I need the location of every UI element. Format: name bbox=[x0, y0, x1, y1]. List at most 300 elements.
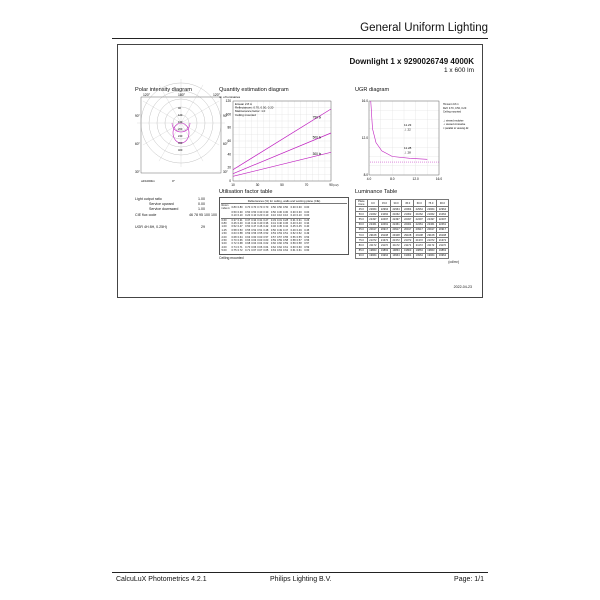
uft-cell: 0.10 bbox=[231, 214, 237, 218]
uft-cell: 0.70 bbox=[231, 239, 237, 243]
uft-cell: 0.33 bbox=[270, 218, 276, 222]
uft-cell: 0.30 bbox=[276, 210, 282, 214]
uft-cell: 0.58 bbox=[283, 239, 289, 243]
lt-cell: 22461 bbox=[413, 222, 425, 227]
lt-header-cell: Plane Cone bbox=[356, 200, 368, 207]
uft-cell: 0.60 bbox=[304, 249, 310, 253]
uft-cell: 0.60 bbox=[270, 242, 276, 246]
uft-cell: 0.63 bbox=[257, 239, 263, 243]
uft-cell: 0.55 bbox=[257, 232, 263, 236]
uft-cell: 0.66 bbox=[245, 239, 251, 243]
uft-cell: 0.20 bbox=[245, 214, 251, 218]
lt-header-cell: 45.0 bbox=[402, 200, 414, 207]
lt-cell: 21172 bbox=[425, 243, 437, 248]
uft-cell: 0.64 bbox=[263, 245, 269, 249]
polar-spoke bbox=[181, 101, 219, 123]
ugr-annot: 11.23 bbox=[404, 122, 412, 127]
uft-cell: 0.68 bbox=[245, 242, 251, 246]
ugr-legend: Hmount 2.8 m bbox=[443, 103, 459, 106]
uft-cell: 0.70 bbox=[263, 205, 269, 209]
uft-cell: 0.40 bbox=[237, 222, 243, 226]
uft-cell: 0.45 bbox=[296, 225, 302, 229]
qe-ytick: 120 bbox=[225, 99, 231, 103]
qe-series-label: 750 lx bbox=[312, 115, 322, 120]
lt-cell: 20917 bbox=[402, 227, 414, 232]
uft-cell: 0.27 bbox=[263, 218, 269, 222]
uft-cell: 0.66 bbox=[257, 245, 263, 249]
lt-cell: 45.0 bbox=[356, 207, 368, 212]
uft-cell: 0.57 bbox=[304, 242, 310, 246]
uft-cell: 0.49 bbox=[290, 228, 296, 232]
ugr-ytick: 12.0 bbox=[361, 136, 368, 140]
lt-cell: 19964 bbox=[367, 253, 379, 258]
uft-cell: 0.36 bbox=[283, 222, 289, 226]
uft-cell: 0.34 bbox=[251, 218, 257, 222]
polar-radius-label: 240 bbox=[178, 135, 183, 138]
uft-cell: 0.50 bbox=[270, 228, 276, 232]
lt-cell: 22497 bbox=[379, 217, 391, 222]
uft-cell: 0.64 bbox=[251, 242, 257, 246]
uft-cell: 0.10 bbox=[251, 214, 257, 218]
uft-cell: 0.10 bbox=[276, 214, 282, 218]
ugr-legend: × parallel to viewing dir. bbox=[443, 127, 470, 130]
lt-cell: 29108 bbox=[413, 232, 425, 237]
uft-cell: 0.30 bbox=[237, 210, 243, 214]
uft-cell: 0.58 bbox=[237, 232, 243, 236]
qe-ytick: 60 bbox=[227, 139, 231, 143]
uft-cell: 0.55 bbox=[283, 235, 289, 239]
luminaire-flux: 1 x 600 lm bbox=[444, 67, 474, 74]
qe-xtick: 90 bbox=[329, 183, 333, 187]
lt-cell: 20917 bbox=[413, 227, 425, 232]
qe-series-label: 300 lx bbox=[312, 151, 322, 156]
footer-software: CalcuLuX Photometrics 4.2.1 bbox=[116, 576, 207, 583]
ugr-title: UGR diagram bbox=[355, 87, 390, 93]
kv-label: UGR 4H 8H, 0.25H) bbox=[135, 225, 167, 229]
uft-cell: 0.67 bbox=[251, 249, 257, 253]
uft-room-index: 3.00 bbox=[221, 242, 227, 246]
uft-section bbox=[219, 189, 349, 260]
uft-cell: 0.60 bbox=[251, 235, 257, 239]
uft-cell: 0.56 bbox=[251, 232, 257, 236]
uft-cell: 0.55 bbox=[296, 235, 302, 239]
lt-cell: 55.0 bbox=[356, 217, 368, 222]
lt-cell: 85.0 bbox=[356, 248, 368, 253]
uft-cell: 0.72 bbox=[231, 242, 237, 246]
uft-cell: 0.58 bbox=[296, 242, 302, 246]
lt-cell: 29108 bbox=[425, 232, 437, 237]
uft-box bbox=[219, 197, 349, 255]
uft-row bbox=[221, 204, 310, 211]
uft-cell: 0.30 bbox=[296, 210, 302, 214]
uft-cell: 0.64 bbox=[257, 242, 263, 246]
uft-cell: 0.59 bbox=[245, 232, 251, 236]
uft-cell: 0.45 bbox=[304, 228, 310, 232]
lt-cell: 20917 bbox=[390, 227, 402, 232]
uft-cell: 0.62 bbox=[263, 242, 269, 246]
lt-cell: 21172 bbox=[437, 243, 449, 248]
polar-angle-label: 180° bbox=[178, 93, 186, 97]
lt-cell: 20917 bbox=[367, 227, 379, 232]
uft-cell: 0.71 bbox=[237, 245, 243, 249]
uft-cell: 0.31 bbox=[276, 218, 282, 222]
ugr-ytick: 8.0 bbox=[363, 173, 368, 177]
uft-cell: 0.46 bbox=[231, 222, 237, 226]
uft-cell: 0.10 bbox=[237, 214, 243, 218]
uft-cell: 0.52 bbox=[296, 232, 302, 236]
lt-cell: 21172 bbox=[390, 243, 402, 248]
ugr-legend: ⊥ viewed crosswise bbox=[443, 123, 466, 127]
luminaire-title: Downlight 1 x 9290026749 4000K bbox=[349, 57, 474, 66]
kv-label: Light output ratio bbox=[135, 197, 162, 201]
lt-header-cell: 75.0 bbox=[425, 200, 437, 207]
uft-cell: 0.44 bbox=[245, 222, 251, 226]
uft-cell: 0.67 bbox=[257, 249, 263, 253]
uft-cell: 0.47 bbox=[283, 228, 289, 232]
issue-date: 2022-04-23 bbox=[453, 285, 472, 289]
lt-cell: 21062 bbox=[390, 212, 402, 217]
uft-cell: 0.10 bbox=[270, 214, 276, 218]
lt-cell: 21062 bbox=[425, 212, 437, 217]
lt-cell: 22497 bbox=[390, 217, 402, 222]
lt-cell: 19863 bbox=[367, 248, 379, 253]
uft-room-index: 2.50 bbox=[221, 239, 227, 243]
ugr-section bbox=[355, 87, 475, 191]
uft-cell: 0.40 bbox=[276, 222, 282, 226]
uft-cell: 0.37 bbox=[245, 218, 251, 222]
qe-ytick: 40 bbox=[227, 152, 231, 157]
lor-block bbox=[135, 197, 205, 212]
lt-cell: 22964 bbox=[367, 207, 379, 212]
polar-zero: 0° bbox=[172, 179, 175, 183]
uft-cell: 0.47 bbox=[237, 225, 243, 229]
lt-cell: 19964 bbox=[379, 253, 391, 258]
uft-cell: 0.31 bbox=[257, 218, 263, 222]
qe-ytick: 0 bbox=[229, 179, 231, 183]
lt-cell: 75.0 bbox=[356, 238, 368, 243]
kv-value: 46 78 95 100 100 bbox=[189, 213, 217, 217]
uft-cell: 0.55 bbox=[245, 228, 251, 232]
qe-ytick: 100 bbox=[225, 112, 231, 117]
lt-cell: 22497 bbox=[402, 217, 414, 222]
uft-cell: 0.00 bbox=[304, 205, 310, 209]
uft-cell: 0.10 bbox=[263, 214, 269, 218]
uft-room-index: 1.50 bbox=[221, 232, 227, 236]
uft-cell: 0.63 bbox=[245, 235, 251, 239]
uft-cell: 0.52 bbox=[263, 232, 269, 236]
uft-cell: 0.46 bbox=[270, 225, 276, 229]
polar-section bbox=[135, 87, 227, 187]
uft-room-index: 0.60 bbox=[221, 218, 227, 222]
lt-section bbox=[355, 189, 459, 264]
uft-cell: 0.68 bbox=[237, 242, 243, 246]
uft-cell: 0.61 bbox=[283, 245, 289, 249]
uft-room-index: 0.80 bbox=[221, 222, 227, 226]
polar-radius-label: 400 bbox=[178, 149, 183, 152]
qe-series-label: 500 lx bbox=[312, 135, 322, 140]
uft-cell: 0.46 bbox=[257, 225, 263, 229]
uft-cell: 0.31 bbox=[290, 218, 296, 222]
polar-angle-label: 30° bbox=[135, 170, 140, 174]
polar-angle-label: 90° bbox=[223, 114, 228, 118]
lt-header-cell: 0.0 bbox=[367, 200, 379, 207]
uft-cell: 0.52 bbox=[251, 228, 257, 232]
polar-diagram bbox=[135, 93, 227, 185]
cie-block bbox=[135, 213, 217, 218]
ugr-annot: ⊥ 28 bbox=[404, 150, 411, 155]
uft-cell: 0.00 bbox=[304, 214, 310, 218]
lt-cell: 21372 bbox=[402, 238, 414, 243]
polar-unit: cd/1000lm bbox=[141, 179, 155, 183]
qe-section bbox=[219, 87, 349, 195]
header-divider bbox=[112, 38, 488, 39]
lt-cell: 21372 bbox=[379, 238, 391, 243]
uft-cell: 0.30 bbox=[290, 205, 296, 209]
uft-cell: 0.50 bbox=[270, 205, 276, 209]
uft-cell: 0.58 bbox=[290, 239, 296, 243]
qe-ylabel: nr. of luminaires bbox=[219, 95, 241, 99]
uft-cell: 0.56 bbox=[290, 235, 296, 239]
lt-cell: 22497 bbox=[437, 217, 449, 222]
uft-cell: 0.50 bbox=[251, 210, 257, 214]
lt-cell: 19964 bbox=[437, 253, 449, 258]
ugr-xtick: 12.0 bbox=[412, 177, 419, 181]
lt-row bbox=[356, 253, 449, 258]
lt-header-row bbox=[356, 200, 449, 207]
uft-cell: 0.20 bbox=[257, 214, 263, 218]
uft-cell: 0.49 bbox=[276, 228, 282, 232]
lt-cell: 21062 bbox=[413, 212, 425, 217]
uft-cell: 0.00 bbox=[304, 210, 310, 214]
qe-ytick: 20 bbox=[227, 165, 231, 170]
uft-cell: 0.59 bbox=[276, 239, 282, 243]
lt-cell: 22461 bbox=[379, 222, 391, 227]
uft-cell: 0.62 bbox=[283, 249, 289, 253]
uft-room-index: 2.00 bbox=[221, 235, 227, 239]
lt-cell: 22964 bbox=[437, 207, 449, 212]
uft-cell: 0.60 bbox=[296, 245, 302, 249]
uft-cell: 0.71 bbox=[245, 249, 251, 253]
uft-cell: 0.51 bbox=[283, 232, 289, 236]
uft-cell: 0.53 bbox=[270, 232, 276, 236]
lt-cell: 19863 bbox=[390, 248, 402, 253]
polar-angle-label: 60° bbox=[135, 142, 140, 146]
uft-cell: 0.40 bbox=[304, 225, 310, 229]
polar-radius-label: 160 bbox=[178, 121, 183, 124]
qe-xtick: 10 bbox=[231, 183, 235, 187]
uft-row bbox=[221, 214, 310, 218]
lt-cell: 29108 bbox=[390, 232, 402, 237]
luminance-table bbox=[355, 199, 449, 259]
footer-company: Philips Lighting B.V. bbox=[270, 576, 332, 583]
footer-divider bbox=[112, 572, 488, 573]
uft-cell: 0.63 bbox=[231, 232, 237, 236]
uft-cell: 0.34 bbox=[304, 222, 310, 226]
lt-cell: 29108 bbox=[367, 232, 379, 237]
uft-cell: 0.66 bbox=[251, 245, 257, 249]
uft-cell: 0.63 bbox=[270, 249, 276, 253]
uft-header: Reflectances (%) for ceiling, walls and working plane (CIE) bbox=[221, 199, 347, 204]
lt-cell: 29108 bbox=[379, 232, 391, 237]
lt-cell: 22461 bbox=[437, 222, 449, 227]
uft-cell: 0.60 bbox=[263, 239, 269, 243]
uft-cell: 0.53 bbox=[237, 228, 243, 232]
uft-cell: 0.63 bbox=[276, 249, 282, 253]
uft-cell: 0.60 bbox=[257, 235, 263, 239]
uft-cell: 0.80 bbox=[237, 205, 243, 209]
uft-row bbox=[221, 249, 310, 252]
uft-cell: 0.26 bbox=[304, 218, 310, 222]
ugr-ytick: 16.0 bbox=[361, 99, 368, 103]
lt-cell: 22964 bbox=[379, 207, 391, 212]
uft-cell: 0.70 bbox=[257, 205, 263, 209]
uft-cell: 0.61 bbox=[290, 249, 296, 253]
uft-cell: 0.50 bbox=[231, 210, 237, 214]
lt-cell: 19863 bbox=[402, 248, 414, 253]
uft-cell: 0.36 bbox=[263, 222, 269, 226]
polar-radius-label: 40 bbox=[178, 107, 181, 110]
qe-xtick: 30 bbox=[255, 183, 260, 187]
uft-cell: 0.75 bbox=[231, 249, 237, 253]
lt-cell: 21062 bbox=[379, 212, 391, 217]
uft-cell: 0.50 bbox=[283, 205, 289, 209]
lt-cell: 22461 bbox=[425, 222, 437, 227]
lt-cell: 21372 bbox=[437, 238, 449, 243]
lt-cell: 29108 bbox=[437, 232, 449, 237]
uft-cell: 0.30 bbox=[296, 205, 302, 209]
lt-header-cell: 30.0 bbox=[390, 200, 402, 207]
uft-room-index: Room index k bbox=[221, 204, 230, 211]
uft-cell: 0.59 bbox=[270, 239, 276, 243]
uft-cell: 0.57 bbox=[263, 235, 269, 239]
qe-info-line: Maintenance factor: 1.0 bbox=[235, 109, 266, 114]
uft-cell: 0.64 bbox=[237, 235, 243, 239]
uft-cell: 0.40 bbox=[296, 222, 302, 226]
qe-info-line: Ceiling mounted bbox=[235, 112, 256, 117]
uft-cell: 0.57 bbox=[276, 235, 282, 239]
ugr-legend: ⊥ viewed endwise bbox=[443, 119, 464, 123]
kv-label: Service upward bbox=[149, 202, 174, 206]
ugr-xtick: 8.0 bbox=[390, 177, 395, 181]
uft-cell: 0.65 bbox=[263, 249, 269, 253]
ugr-chart bbox=[355, 93, 475, 189]
lt-cell: 65.0 bbox=[356, 227, 368, 232]
lt-cell: 20917 bbox=[425, 227, 437, 232]
uft-cell: 0.10 bbox=[290, 214, 296, 218]
lt-cell: 20917 bbox=[379, 227, 391, 232]
uft-cell: 0.40 bbox=[257, 222, 263, 226]
uft-cell: 0.74 bbox=[231, 245, 237, 249]
uft-cell: 0.60 bbox=[290, 245, 296, 249]
lt-cell: 22461 bbox=[390, 222, 402, 227]
uft-cell: 0.57 bbox=[296, 239, 302, 243]
uft-cell: 0.42 bbox=[263, 225, 269, 229]
uft-cell: 0.30 bbox=[290, 210, 296, 214]
uft-cell: 0.30 bbox=[263, 210, 269, 214]
ugr-legend: Refl: 0.70, 0.50, 0.20 bbox=[443, 106, 467, 110]
kv-value: 1.00 bbox=[198, 207, 205, 211]
qe-xtick: 50 bbox=[280, 183, 284, 187]
kv-label: CIE flux code bbox=[135, 213, 157, 217]
lt-cell: 90.0 bbox=[356, 253, 368, 258]
lt-cell: 22964 bbox=[390, 207, 402, 212]
uft-cell: 0.60 bbox=[276, 242, 282, 246]
uft-cell: 0.41 bbox=[270, 222, 276, 226]
ugr-value-block bbox=[135, 225, 205, 230]
lt-cell: 19863 bbox=[437, 248, 449, 253]
uft-room-index: 1.00 bbox=[221, 225, 227, 229]
lt-cell: 19964 bbox=[390, 253, 402, 258]
lt-cell: 22964 bbox=[425, 207, 437, 212]
qe-title: Quantity estimation diagram bbox=[219, 87, 289, 93]
lt-cell: 21062 bbox=[402, 212, 414, 217]
ugr-legend: Ceiling mounted bbox=[443, 110, 462, 114]
uft-cell: 0.66 bbox=[237, 239, 243, 243]
lt-cell: 21172 bbox=[367, 243, 379, 248]
ugr-xtick: 16.0 bbox=[435, 177, 443, 181]
lt-title: Luminance Table bbox=[355, 189, 398, 195]
polar-radius-label: 200 bbox=[178, 128, 183, 131]
lt-cell: 80.0 bbox=[356, 243, 368, 248]
lt-cell: 22461 bbox=[367, 222, 379, 227]
polar-angle-label: 120° bbox=[143, 93, 151, 97]
uft-cell: 0.80 bbox=[231, 205, 237, 209]
lt-header-cell: 90.0 bbox=[437, 200, 449, 207]
uft-cell: 0.57 bbox=[270, 235, 276, 239]
qe-xtick: 70 bbox=[304, 183, 309, 187]
uft-table bbox=[221, 204, 310, 253]
lt-header-cell: 60.0 bbox=[413, 200, 425, 207]
kv-value: 29 bbox=[201, 225, 205, 229]
lt-cell: 21372 bbox=[425, 238, 437, 243]
uft-cell: 0.70 bbox=[245, 205, 251, 209]
uft-cell: 0.50 bbox=[270, 210, 276, 214]
lt-cell: 21372 bbox=[367, 238, 379, 243]
qe-info-line: Reflectances: 0.70, 0.50, 0.20 bbox=[235, 105, 274, 110]
lt-cell: 22964 bbox=[413, 207, 425, 212]
uft-cell: 0.62 bbox=[270, 245, 276, 249]
uft-cell: 0.50 bbox=[245, 225, 251, 229]
uft-note: Ceiling mounted bbox=[219, 255, 244, 260]
uft-cell: 0.49 bbox=[296, 228, 302, 232]
uft-cell: 0.72 bbox=[237, 249, 243, 253]
polar-angle-label: 60° bbox=[223, 142, 228, 146]
polar-angle-label: 30° bbox=[223, 170, 228, 174]
uft-cell: 0.70 bbox=[251, 205, 257, 209]
lt-unit: (cd/m²) bbox=[448, 259, 459, 264]
uft-cell: 0.30 bbox=[257, 210, 263, 214]
uft-cell: 0.45 bbox=[276, 225, 282, 229]
lt-cell: 19964 bbox=[425, 253, 437, 258]
uft-cell: 0.48 bbox=[263, 228, 269, 232]
uft-room-index: 1.25 bbox=[221, 228, 227, 232]
uft-cell: 0.70 bbox=[245, 245, 251, 249]
kv-row bbox=[135, 225, 205, 230]
uft-cell: 0.51 bbox=[257, 228, 263, 232]
lt-cell: 60.0 bbox=[356, 222, 368, 227]
ugr-curve bbox=[371, 101, 428, 159]
kv-label: Service downward bbox=[149, 207, 179, 211]
kv-row bbox=[135, 207, 205, 212]
lt-cell: 19863 bbox=[379, 248, 391, 253]
lt-cell: 19964 bbox=[413, 253, 425, 258]
lt-cell: 22497 bbox=[367, 217, 379, 222]
qe-xunit: (m²) bbox=[333, 183, 339, 187]
lt-header-cell: 15.0 bbox=[379, 200, 391, 207]
lt-cell: 21172 bbox=[413, 243, 425, 248]
lt-cell: 22461 bbox=[402, 222, 414, 227]
uft-cell: 0.53 bbox=[304, 235, 310, 239]
